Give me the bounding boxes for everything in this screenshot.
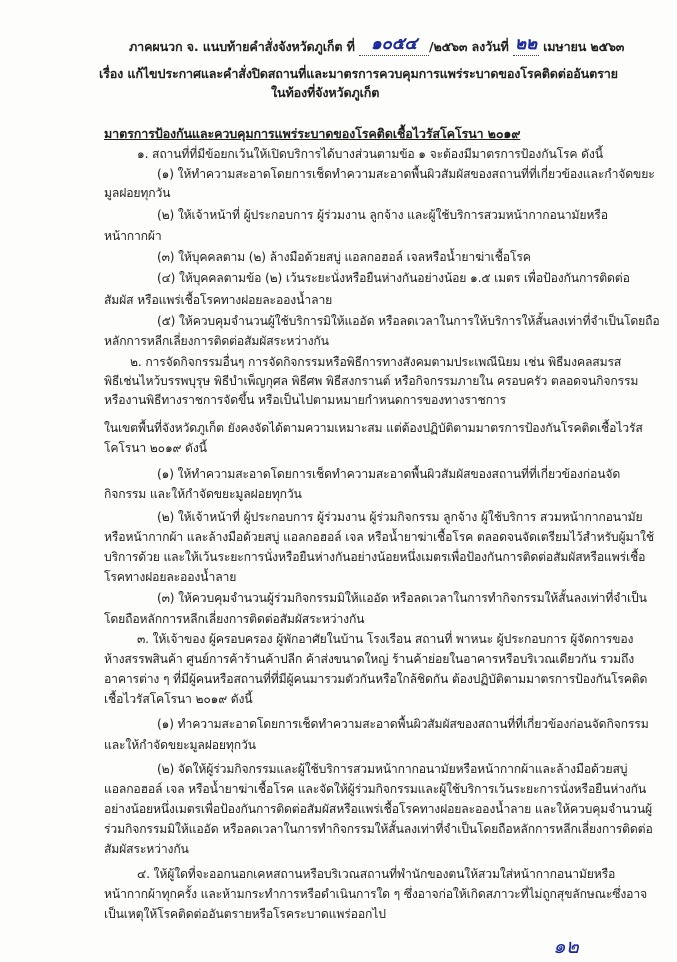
body-line: สัมผัส หรือแพร่เชื้อโรคทางฝอยละอองน้ำลาย — [104, 293, 333, 307]
body-line: (๓) ให้ควบคุมจำนวนผู้ร่วมกิจกรรมมิให้แออัด หรือลดเวลาในการทำกิจกรรมให้สั้นลงเท่าที่จำเป็น — [157, 591, 647, 605]
body-line: หลักการหลีกเลี่ยงการติดต่อสัมผัสระหว่างกัน — [104, 334, 329, 348]
day-handwritten: ๒๒ — [514, 34, 537, 54]
body-line: อาคารต่าง ๆ ที่มีผู้คนหรือสถานที่ที่มีผู้คนมารวมตัวกันหรือใกล้ชิดกัน ต้องปฏิบัติตามมาตรการป้องกันโรคติด — [104, 672, 648, 686]
body-line: (๒) จัดให้ผู้ร่วมกิจกรรมและผู้ใช้บริการสวมหน้ากากอนามัยหรือหน้ากากผ้าและล้างมือด้วยสบู่ — [157, 762, 628, 776]
order-number-handwritten: ๑๐๕๔ — [359, 38, 429, 56]
body-line: (๓) ให้บุคคลตาม (๒) ล้างมือด้วยสบู่ แอลกอฮอล์ เจลหรือน้ำยาฆ่าเชื้อโรค — [157, 250, 531, 264]
body-line: อย่างน้อยหนึ่งเมตรเพื่อป้องกันการติดต่อสัมผัสหรือแพร่เชื้อโรคทางฝอยละอองน้ำลาย และให้ควบคุมจำนวนผู้ — [104, 802, 653, 816]
body-line: พิธีเช่นไหว้บรรพบุรุษ พิธีบำเพ็ญกุศล พิธีศพ พิธีสงกรานต์ หรือกิจกรรมภายใน ครอบครัว ตลอดจนกิจกรรม — [104, 374, 639, 388]
body-line: ๒. การจัดกิจกรรมอื่นๆ การจัดกิจกรรมหรือพิธีการทางสังคมตามประเพณีนิยม เช่น พิธีมงคลสมรส — [130, 355, 622, 369]
body-line: หน้ากากผ้า — [104, 229, 162, 243]
header-prefix: ภาคผนวก จ. แนบท้ายคำสั่งจังหวัดภูเก็ต ที่ — [129, 39, 355, 54]
body-line: แอลกอฮอล์ เจล หรือน้ำยาฆ่าเชื้อโรค และจัดให้ผู้ร่วมกิจกรรมและผู้ใช้บริการเว้นระยะการนั่งหรือยืนห่างกัน — [104, 782, 647, 796]
body-line: ๔. ให้ผู้ใดที่จะออกนอกเคหสถานหรือบริเวณสถานที่พำนักของตนให้สวมใส่หน้ากากอนามัยหรือ — [137, 867, 616, 881]
body-line: โคโรนา ๒๐๑๙ ดังนี้ — [104, 441, 207, 455]
body-line: บริการด้วย และให้เว้นระยะการนั่งหรือยืนห่างกันอย่างน้อยหนึ่งเมตรเพื่อป้องกันการติดต่อสัมผัสหรือแพร่เชื้อ — [104, 550, 646, 564]
body-line: (๑) ทำความสะอาดโดยการเช็ดทำความสะอาดพื้นผิวสัมผัสของสถานที่ที่เกี่ยวข้องก่อนจัดกิจกรรม — [157, 717, 649, 731]
body-line: เชื้อไวรัสโคโรนา ๒๐๑๙ ดังนี้ — [104, 692, 253, 706]
body-line: (๒) ให้เจ้าหน้าที่ ผู้ประกอบการ ผู้ร่วมงาน ลูกจ้าง และผู้ใช้บริการสวมหน้ากากอนามัยหรือ — [157, 208, 608, 222]
body-line: และให้กำจัดขยะมูลฝอยทุกวัน — [104, 738, 256, 752]
document-title-line2: ในท้องที่จังหวัดภูเก็ต — [271, 85, 380, 100]
body-line: โรคทางฝอยละอองน้ำลาย — [104, 570, 237, 584]
body-line: ร่วมกิจกรรมมิให้แออัด หรือลดเวลาในการทำกิจกรรมให้สั้นลงเท่าที่จำเป็นโดยถือหลักการหลีกเลี่ยงการติดต่อ — [104, 822, 653, 836]
body-line: หรือหน้ากากผ้า และล้างมือด้วยสบู่ แอลกอฮอล์ เจล หรือน้ำยาฆ่าเชื้อโรค ตลอดจนจัดเตรียมไว้สำหรับผู้มาใช้ — [104, 530, 654, 544]
body-line: (๑) ให้ทำความสะอาดโดยการเช็ดทำความสะอาดพื้นผิวสัมผัสของสถานที่ที่เกี่ยวข้องก่อนจัด — [157, 467, 621, 481]
body-line: (๒) ให้เจ้าหน้าที่ ผู้ประกอบการ ผู้ร่วมงาน ผู้ร่วมกิจกรรม ลูกจ้าง ผู้ใช้บริการ สวมหน้ากากอนามัย — [157, 510, 643, 524]
section-title: มาตรการป้องกันและควบคุมการแพร่ระบาดของโรคติดเชื้อไวรัสโคโรนา ๒๐๑๙ — [104, 126, 521, 141]
header-year: /๒๕๖๓ ลงวันที่ — [429, 39, 509, 54]
body-line: (๔) ให้บุคคลตามข้อ (๒) เว้นระยะนั่งหรือยืนห่างกันอย่างน้อย ๑.๕ เมตร เพื่อป้องกันการติดต่อ — [157, 271, 630, 285]
body-line: หน้ากากผ้าทุกครั้ง และห้ามกระทำการหรือดำเนินการใด ๆ ซึ่งอาจก่อให้เกิดสภาวะที่ไม่ถูกสุขลักษณะซึ่งอาจ — [104, 887, 648, 901]
document-title-line1: เรื่อง แก้ไขประกาศและคำสั่งปิดสถานที่และมาตรการควบคุมการแพร่ระบาดของโรคติดต่ออันตราย — [99, 66, 618, 81]
body-line: ในเขตพื้นที่จังหวัดภูเก็ต ยังคงจัดได้ตามความเหมาะสม แต่ต้องปฏิบัติตามมาตรการป้องกันโรคติดเชื้อไวรัส — [104, 421, 643, 435]
body-line: หรืองานพิธีทางราชการจัดขึ้น หรือเป็นไปตามหมายกำหนดการของทางราชการ — [104, 393, 506, 407]
body-line: ๑. สถานที่ที่มีข้อยกเว้นให้เปิดบริการได้บางส่วนตามข้อ ๑ จะต้องมีมาตรการป้องกันโรค ดังนี้ — [137, 147, 603, 161]
body-line: ห้างสรรพสินค้า ศูนย์การค้าร้านค้าปลีก ค้าส่งขนาดใหญ่ ร้านค้าย่อยในอาคารหรือบริเวณเดียวกัน รวมถึง — [104, 652, 635, 666]
body-line: สัมผัสระหว่างกัน — [104, 842, 189, 856]
body-line: เป็นเหตุให้โรคติดต่ออันตรายหรือโรคระบาดแพร่ออกไป — [104, 907, 386, 921]
header-date-rest: เมษายน ๒๕๖๓ — [543, 39, 625, 54]
header-reference-line — [129, 34, 625, 56]
body-line: (๕) ให้ควบคุมจำนวนผู้ใช้บริการมิให้แออัด หรือลดเวลาในการให้บริการให้สั้นลงเท่าที่จำเป็นโดยถือ — [157, 314, 660, 328]
body-line: โดยถือหลักการหลีกเลี่ยงการติดต่อสัมผัสระหว่างกัน — [104, 612, 365, 626]
body-line: กิจกรรม และให้กำจัดขยะมูลฝอยทุกวัน — [104, 487, 302, 501]
handwritten-initial-mark: ๑๒ — [553, 934, 579, 958]
body-line: ๓. ให้เจ้าของ ผู้ครอบครอง ผู้พักอาศัยในบ้าน โรงเรือน สถานที่ พาหนะ ผู้ประกอบการ ผู้จัดการของ — [137, 632, 634, 646]
body-line: (๑) ให้ทำความสะอาดโดยการเช็ดทำความสะอาดพื้นผิวสัมผัสของสถานที่ที่เกี่ยวข้องและกำจัดขยะ — [157, 167, 655, 181]
body-line: มูลฝอยทุกวัน — [104, 186, 171, 200]
